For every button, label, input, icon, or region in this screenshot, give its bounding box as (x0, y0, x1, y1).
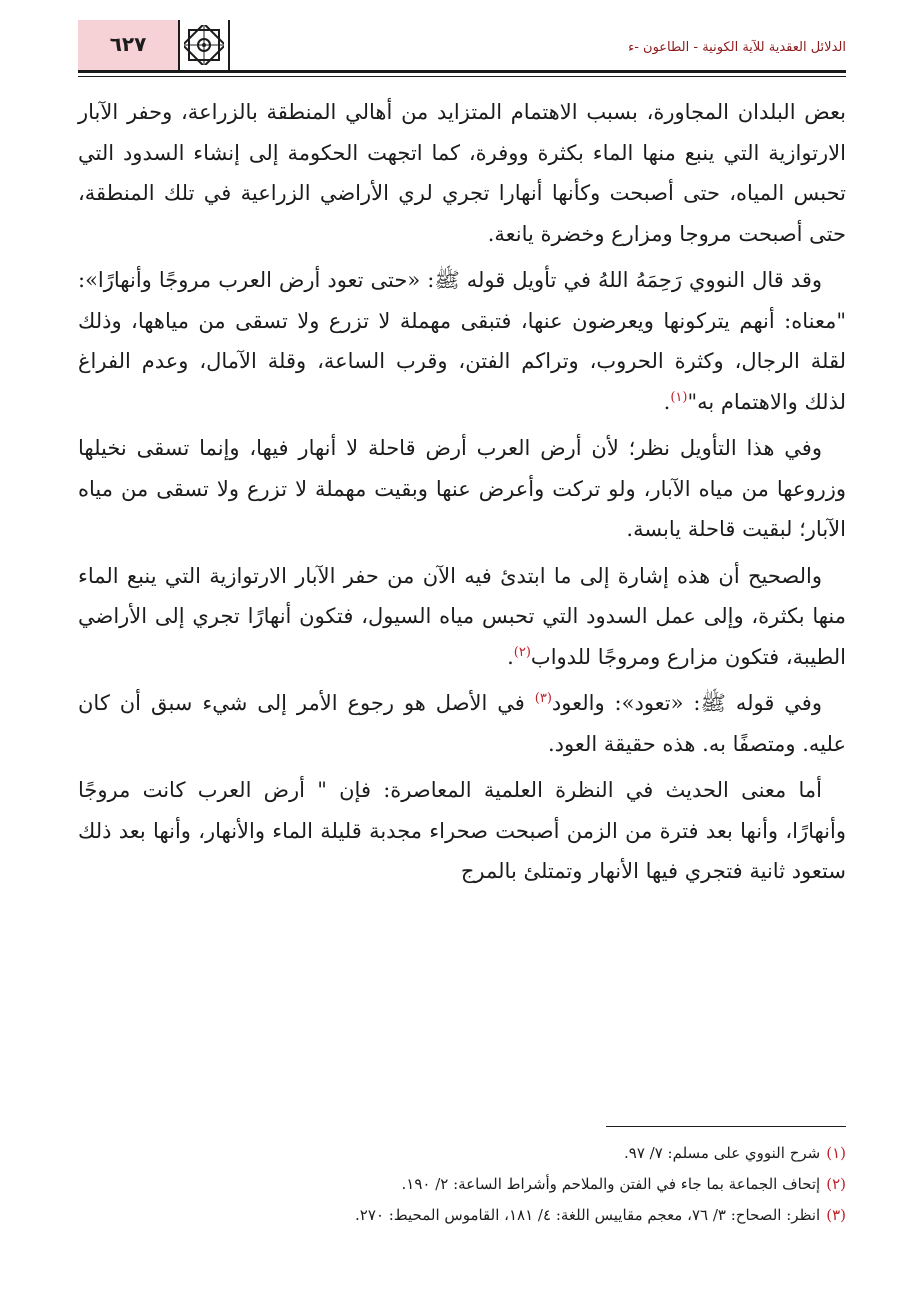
footnote-2-text: إتحاف الجماعة بما جاء في الفتن والملاحم وأشراط الساعة: ٢/ ١٩٠. (401, 1175, 821, 1193)
paragraph-3 (78, 428, 846, 550)
main-text (78, 92, 846, 898)
paragraph-4 (78, 556, 846, 678)
ornament-svg (184, 25, 224, 65)
header-rule-thin (78, 76, 846, 77)
footnote-separator (606, 1126, 846, 1127)
footnote-1-number: (١) (826, 1144, 846, 1162)
paragraph-5 (78, 683, 846, 764)
footnote-3-text: انظر: الصحاح: ٣/ ٧٦، معجم مقاييس اللغة: ٤/ ١٨١، القاموس المحيط: ٢٧٠. (354, 1206, 821, 1224)
paragraph-3-text: وفي هذا التأويل نظر؛ لأن أرض العرب أرض قاحلة لا أنهار فيها، وإنما تسقى نخيلها وزروعها من مياه الآبار، ولو تركت وأعرض عنها وبقيت مهملة لا تزرع ولا تسقى من مياه الآبار؛ لبقيت قاحلة يابسة. (78, 436, 846, 541)
paragraph-2 (78, 260, 846, 422)
page-header (78, 20, 846, 72)
paragraph-1 (78, 92, 846, 254)
paragraph-2-text: وقد قال النووي رَحِمَهُ اللهُ في تأويل قوله ﷺ: «حتى تعود أرض العرب مروجًا وأنهارًا»: "معناه: أنهم يتركونها ويعرضون عنها، فتبقى مهملة لا تزرع ولا تسقى من مياهها، وذلك لقلة الرجال، وكثرة الحروب، وتراكم الفتن، وقرب الساعة، وقلة الآمال، وعدم الفراغ لذلك والاهتمام به" (78, 268, 846, 414)
paragraph-5-tail: في الأصل هو رجوع الأمر إلى شيء سبق أن كان عليه. ومتصفًا به. هذه حقيقة العود. (78, 691, 846, 756)
footnote-1-text: شرح النووي على مسلم: ٧/ ٩٧. (623, 1144, 821, 1162)
paragraph-1-text: بعض البلدان المجاورة، بسبب الاهتمام المتزايد من أهالي المنطقة بالزراعة، وحفر الآبار الارتوازية التي ينبع منها الماء بكثرة ووفرة، كما اتجهت الحكومة إلى إنشاء السدود التي تحبس المياه، حتى أصبحت وكأنها أنهارا تجري لري الأراضي الزراعية في تلك المنطقة، حتى أصبحت مروجا ومزارع وخضرة يانعة. (78, 100, 846, 246)
footnotes (78, 1138, 846, 1231)
geometric-star-ornament-icon (178, 20, 230, 70)
footnote-2 (78, 1169, 846, 1200)
paragraph-2-period: . (663, 389, 671, 414)
paragraph-4-text: والصحيح أن هذه إشارة إلى ما ابتدئ فيه الآن من حفر الآبار الارتوازية التي ينبع الماء منها بكثرة، وإلى عمل السدود التي تحبس مياه السيول، فتكون أنهارًا تجري إلى الأراضي الطيبة، فتكون مزارع ومروجًا للدواب (78, 563, 846, 669)
paragraph-5-text: وفي قوله ﷺ: «تعود»: والعود (551, 691, 822, 715)
footnote-3-number: (٣) (826, 1206, 846, 1224)
paragraph-6-text: أما معنى الحديث في النظرة العلمية المعاصرة: فإن " أرض العرب كانت مروجًا وأنهارًا، وأنها بعد فترة من الزمن أصبحت صحراء مجدبة قليلة الماء والأنهار، وأنها بعد ذلك ستعود ثانية فتجري فيها الأنهار وتمتلئ بالمرج (78, 778, 846, 883)
header-rule-thick (78, 70, 846, 73)
footnote-1 (78, 1138, 846, 1169)
page-number: ٦٢٧ (109, 32, 147, 56)
page-number-box (78, 20, 178, 70)
footnote-ref-1[interactable]: (١) (670, 389, 688, 405)
running-title: الدلائل العقدية للآية الكونية - الطاعون -ء (628, 40, 846, 55)
footnote-ref-3[interactable]: (٣) (534, 691, 552, 706)
footnote-2-number: (٢) (826, 1175, 846, 1193)
paragraph-6 (78, 770, 846, 892)
footnote-ref-2[interactable]: (٢) (513, 644, 531, 660)
paragraph-4-period: . (507, 644, 514, 669)
footnote-3 (78, 1200, 846, 1231)
